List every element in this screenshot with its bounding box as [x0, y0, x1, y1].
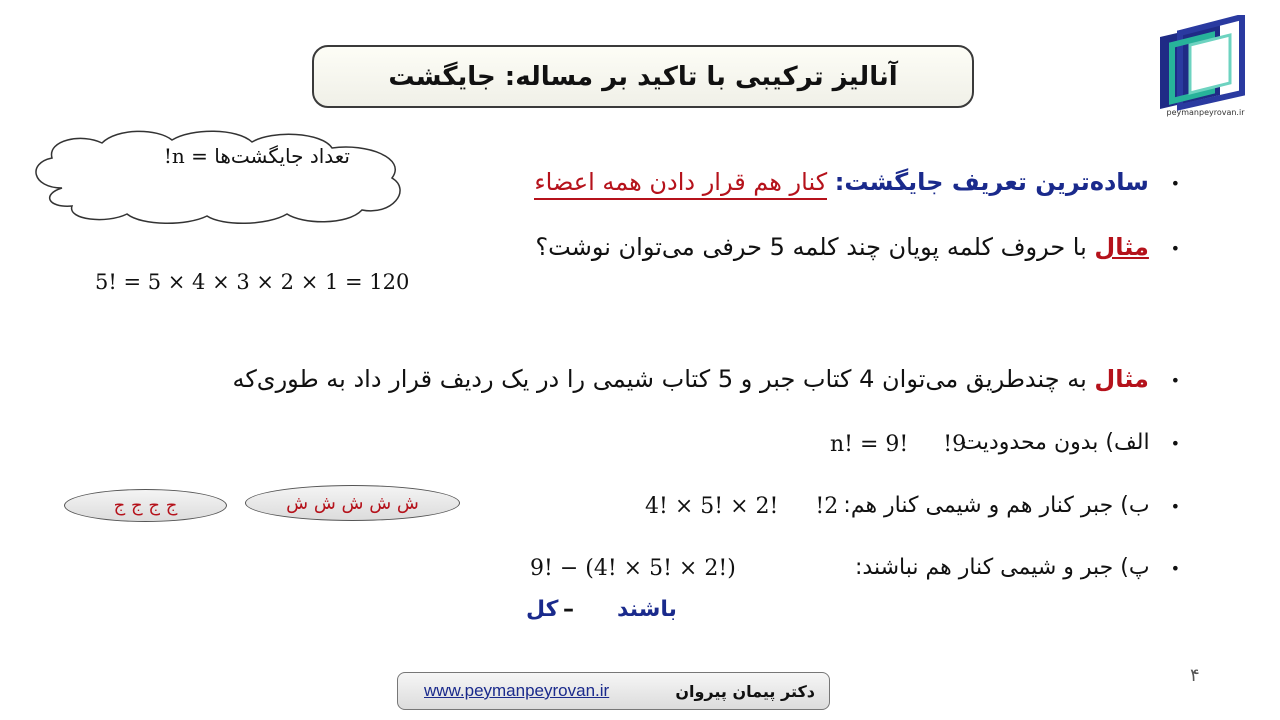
example2-line	[233, 365, 1181, 393]
cloud-formula: n!	[163, 144, 185, 168]
bashand-word: باشند	[617, 597, 677, 622]
example1-label: مثال	[1094, 233, 1149, 261]
case-be-line	[843, 493, 1180, 518]
case-pe-line	[855, 555, 1180, 580]
footer-bar	[397, 672, 830, 710]
definition-prefix: ساده‌ترین تعریف جایگشت:	[834, 168, 1149, 196]
example2-text: به چندطریق می‌توان 4 کتاب جبر و 5 کتاب شیمی را در یک ردیف قرار داد به طوری‌که	[232, 365, 1087, 393]
shimi-books-oval: ش ش ش ش ش	[245, 485, 460, 521]
case-pe-formula: 9! − (4! × 5! × 2!)	[530, 556, 736, 581]
footer-author-name: دکتر پیمان پیروان	[675, 681, 815, 701]
kol-word: کل	[526, 597, 559, 622]
logo-text: peymanpeyrovan.ir	[1166, 108, 1245, 117]
case-be-label: ب) جبر کنار هم و شیمی کنار هم:	[843, 493, 1150, 518]
case-alef-formula-text: n! = 9!	[830, 432, 909, 457]
case-alef-value: !9	[943, 432, 967, 457]
definition-line	[534, 168, 1180, 196]
bullet: •	[1170, 238, 1180, 258]
cloud-shape	[22, 128, 410, 226]
example1-text: با حروف کلمه پویان چند کلمه 5 حرفی می‌توان نوشت؟	[535, 233, 1087, 261]
bullet: •	[1170, 433, 1180, 453]
cloud-text	[60, 144, 350, 168]
bullet: •	[1170, 558, 1180, 578]
bullet: •	[1170, 496, 1180, 516]
example2-label: مثال	[1094, 365, 1149, 393]
case-alef-line	[961, 430, 1180, 455]
page-number: ۴	[1190, 665, 1200, 686]
example1-line	[535, 233, 1180, 261]
cloud-label: تعداد جایگشت‌ها =	[191, 144, 350, 168]
slide-title: آنالیز ترکیبی با تاکید بر مساله: جایگشت	[312, 45, 974, 108]
peymanpeyrovan-logo-icon	[1150, 15, 1250, 120]
example1-equation: 5! = 5 × 4 × 3 × 2 × 1 = 120	[95, 270, 410, 294]
bullet: •	[1170, 173, 1180, 193]
definition-text: کنار هم قرار دادن همه اعضاء	[534, 168, 827, 200]
case-alef-formula	[830, 432, 966, 457]
case-be-formula	[645, 494, 838, 519]
case-be-value: 4! × 5! × 2!	[645, 494, 779, 519]
jabr-books-oval: ج ج ج ج	[64, 489, 227, 522]
case-pe-label: پ) جبر و شیمی کنار هم نباشند:	[855, 555, 1150, 580]
footer-url-link[interactable]: www.peymanpeyrovan.ir	[424, 681, 610, 700]
case-alef-label: الف) بدون محدودیت	[961, 430, 1150, 455]
case-be-extra: !2	[815, 494, 839, 519]
bullet: •	[1170, 370, 1180, 390]
minus-sign: –	[563, 597, 574, 622]
